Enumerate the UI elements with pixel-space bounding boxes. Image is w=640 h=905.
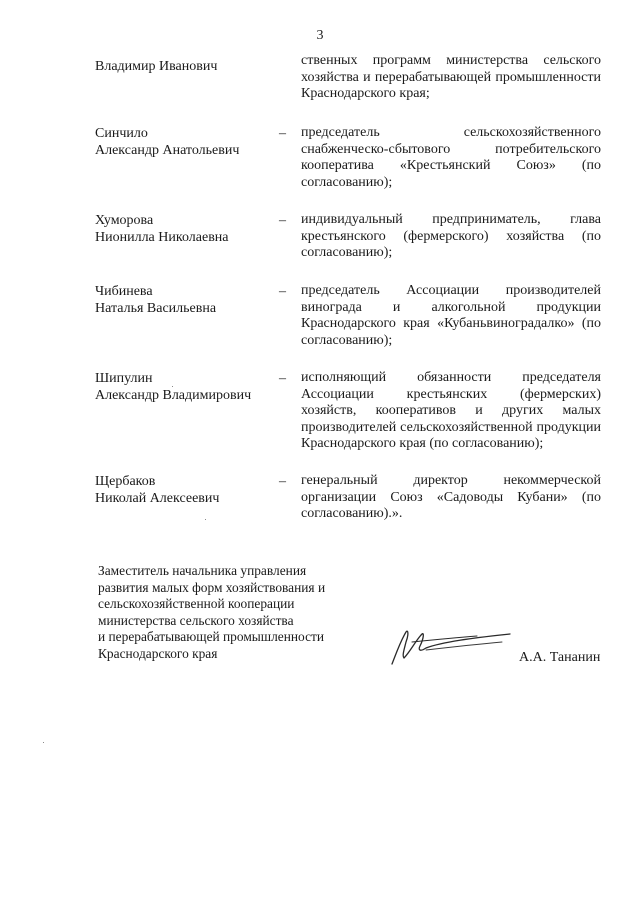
member-name bbox=[95, 473, 275, 507]
member-description: ственных программ министерства сельского хозяйства и перерабатывающей промышленности Краснодарского края; bbox=[301, 53, 601, 102]
signatory-position-line: и перерабатывающей промышленности bbox=[98, 629, 325, 645]
page-number: 3 bbox=[316, 28, 324, 43]
member-given-names: Наталья Васильевна bbox=[95, 301, 217, 316]
list-dash: – bbox=[279, 126, 286, 141]
member-given-names: Александр Владимирович bbox=[95, 388, 252, 403]
signatory-position-line: развития малых форм хозяйствования и bbox=[98, 579, 326, 595]
member-surname: Синчило bbox=[95, 126, 148, 141]
signatory-position bbox=[98, 563, 368, 663]
member-surname: Шипулин bbox=[95, 371, 153, 386]
list-dash: – bbox=[279, 371, 286, 386]
scan-speck bbox=[205, 519, 206, 520]
signatory-position-line: Заместитель начальника управления bbox=[98, 563, 307, 578]
list-dash: – bbox=[279, 284, 286, 299]
member-description: председатель сельскохозяйственного снабженческо-сбытового потребительского кооператива «Крестьянский Союз» (по согласованию); bbox=[301, 125, 601, 190]
member-given-names: Нионилла Николаевна bbox=[95, 230, 229, 245]
member-name bbox=[95, 212, 275, 246]
signatory-name: А.А. Тананин bbox=[519, 650, 601, 665]
signatory-position-line: сельскохозяйственной кооперации bbox=[98, 596, 295, 612]
signatory-position-line: Краснодарского края bbox=[98, 645, 218, 661]
member-name bbox=[95, 283, 275, 317]
member-description: исполняющий обязанности председателя Ассоциации крестьянских (фермерских) хозяйств, кооперативов и других малых производителей сельскохозяйственной продукции Краснодарского края (по согласованию); bbox=[301, 370, 601, 452]
list-dash: – bbox=[279, 474, 286, 489]
member-description: индивидуальный предприниматель, глава крестьянского (фермерского) хозяйства (по согласованию); bbox=[301, 212, 601, 261]
member-surname: Чибинева bbox=[95, 284, 153, 299]
member-given-names: Александр Анатольевич bbox=[95, 143, 240, 158]
member-name bbox=[95, 370, 275, 404]
scan-speck bbox=[172, 386, 173, 387]
member-description: председатель Ассоциации производителей винограда и алкогольной продукции Краснодарского края «Кубаньвиноградалко» (по согласованию); bbox=[301, 283, 601, 348]
member-surname: Щербаков bbox=[95, 474, 156, 489]
member-name-line1: Владимир Иванович bbox=[95, 59, 218, 74]
member-name bbox=[95, 58, 275, 75]
member-given-names: Николай Алексеевич bbox=[95, 491, 220, 506]
scan-speck bbox=[43, 742, 44, 743]
handwritten-signature bbox=[382, 620, 517, 670]
member-description: генеральный директор некоммерческой организации Союз «Садоводы Кубани» (по согласованию).». bbox=[301, 473, 601, 522]
member-name bbox=[95, 125, 275, 159]
list-dash: – bbox=[279, 213, 286, 228]
signatory-position-line: министерства сельского хозяйства bbox=[98, 612, 294, 628]
member-surname: Хуморова bbox=[95, 213, 154, 228]
